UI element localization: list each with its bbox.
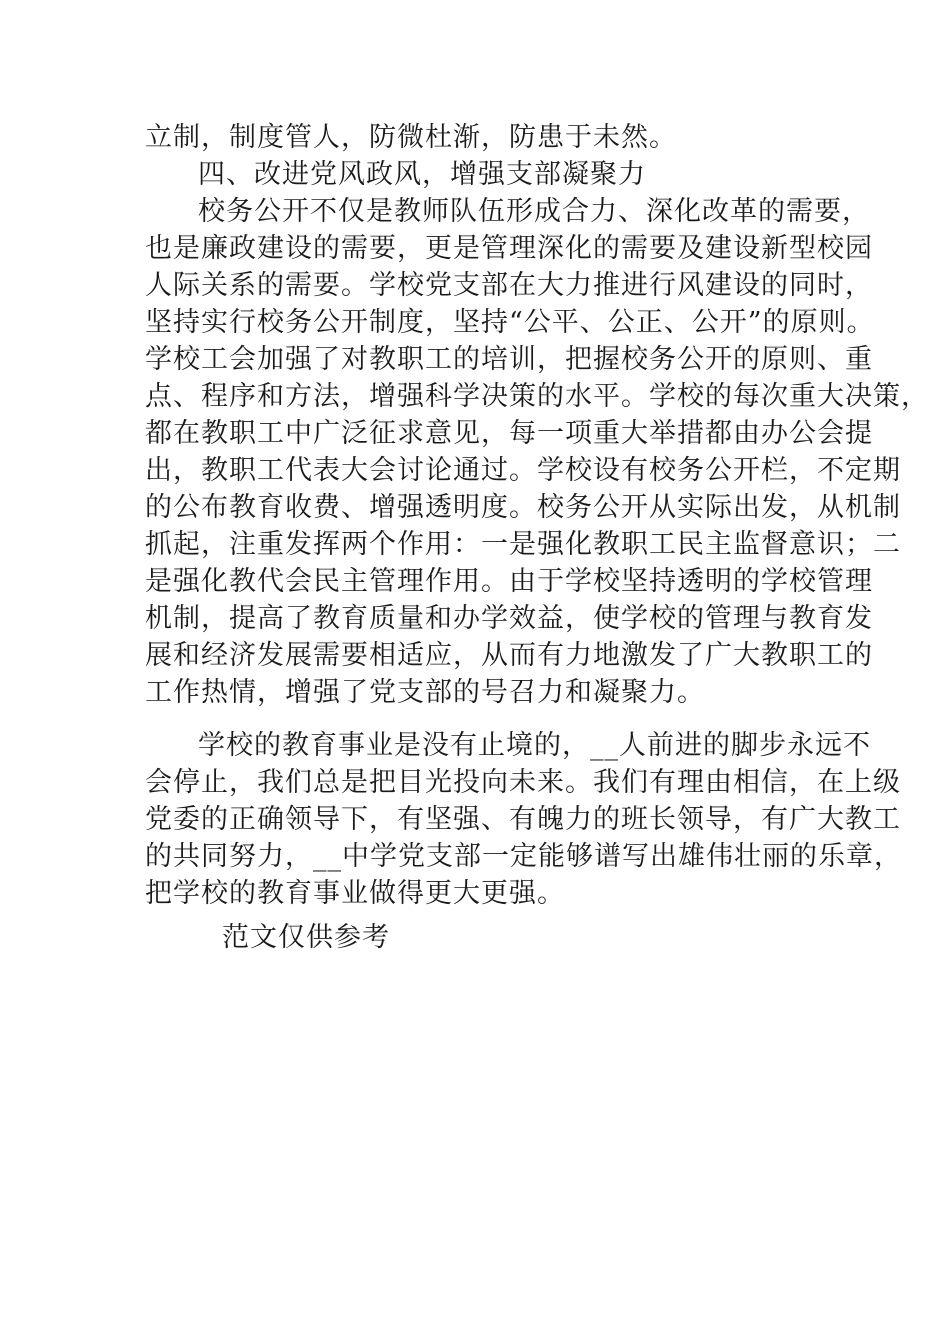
text-line: 是强化教代会民主管理作用。由于学校坚持透明的学校管理 [145,566,873,597]
text-line: 人际关系的需要。学校党支部在大力推进行风建设的同时， [145,270,873,301]
text-line: 立制，制度管人，防微杜渐，防患于未然。 [145,122,677,153]
text-line: 坚持实行校务公开制度，坚持“公平、公正、公开”的原则。 [145,307,875,338]
text-line: 点、程序和方法，增强科学决策的水平。学校的每次重大决策， [145,381,929,412]
text-line: 也是廉政建设的需要，更是管理深化的需要及建设新型校园 [145,233,873,264]
text-line: 抓起，注重发挥两个作用：一是强化教职工民主监督意识；二 [145,529,901,560]
text-line: 的共同努力，__中学党支部一定能够谱写出雄伟壮丽的乐章， [145,841,902,872]
text-line: 的公布教育收费、增强透明度。校务公开从实际出发，从机制 [145,492,901,523]
text-line: 展和经济发展需要相适应，从而有力地激发了广大教职工的 [145,640,873,671]
text-line: 学校的教育事业是没有止境的，__人前进的脚步永远不 [198,730,871,761]
text-line: 出，教职工代表大会讨论通过。学校设有校务公开栏，不定期 [145,455,901,486]
text-line: 把学校的教育事业做得更大更强。 [145,878,565,909]
text-line: 工作热情，增强了党支部的号召力和凝聚力。 [145,677,705,708]
text-line: 会停止，我们总是把目光投向未来。我们有理由相信，在上级 [145,767,901,798]
section-heading: 四、改进党风政风，增强支部凝聚力 [198,159,646,190]
text-line: 都在教职工中广泛征求意见，每一项重大举措都由办公会提 [145,418,873,449]
text-line: 党委的正确领导下，有坚强、有魄力的班长领导，有广大教工 [145,804,901,835]
text-line: 学校工会加强了对教职工的培训，把握校务公开的原则、重 [145,344,873,375]
text-line: 校务公开不仅是教师队伍形成合力、深化改革的需要， [198,196,870,227]
text-line: 机制，提高了教育质量和办学效益，使学校的管理与教育发 [145,603,873,634]
footer-note: 范文仅供参考 [222,922,390,953]
